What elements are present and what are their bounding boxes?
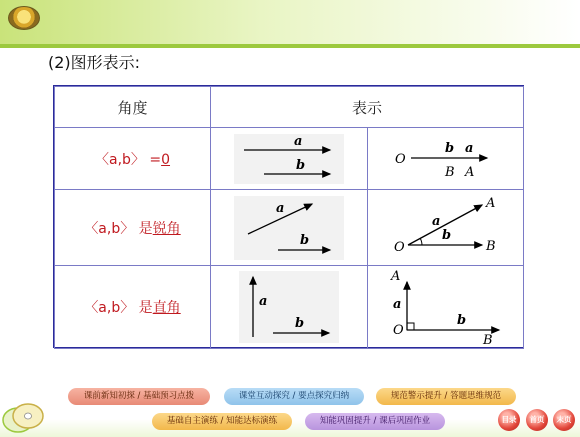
header-angle: 角度	[55, 87, 211, 128]
label-a: a	[276, 200, 285, 216]
label-B: B	[444, 164, 455, 180]
vectors-same-origin-svg	[391, 134, 501, 184]
vectors-right-origin-svg	[381, 268, 511, 346]
angle-value: 锐角	[152, 220, 181, 237]
top-divider	[0, 44, 580, 48]
label-b: b	[300, 232, 310, 248]
label-a: a	[431, 213, 440, 229]
figure-acute-origin	[368, 190, 524, 266]
label-b: b	[456, 313, 466, 328]
last-page-button[interactable]: 末页	[553, 409, 575, 431]
top-banner	[0, 0, 580, 46]
label-A: A	[464, 164, 474, 180]
angle-text: 〈a,b〉 是	[84, 220, 153, 237]
angle-text: 〈a,b〉 是	[84, 300, 153, 316]
figure-zero-separate	[211, 128, 368, 190]
home-button[interactable]: 首页	[526, 409, 548, 431]
figure-right-separate	[211, 266, 368, 349]
label-a: a	[464, 140, 473, 156]
angle-cell-acute	[55, 190, 211, 266]
angle-text: 〈a,b〉 =	[94, 151, 162, 168]
vector-angle-table	[53, 85, 524, 348]
bottom-nav-area	[0, 378, 580, 437]
figure-acute-separate	[211, 190, 368, 266]
nav-button-explore[interactable]: 课堂互动探究 / 要点探究归纳	[224, 388, 364, 405]
vectors-acute-separate-svg	[234, 196, 344, 260]
label-B: B	[482, 333, 493, 346]
header-representation: 表示	[211, 87, 524, 128]
label-b: b	[444, 140, 454, 156]
label-a: a	[259, 294, 268, 309]
label-a: a	[294, 133, 303, 149]
label-a: a	[392, 297, 401, 312]
label-O: O	[392, 323, 404, 338]
nav-button-practice[interactable]: 基础自主演练 / 知能达标演练	[152, 413, 292, 430]
angle-value: 直角	[152, 300, 181, 316]
catalog-button[interactable]: 目录	[498, 409, 520, 431]
angle-value: 0	[161, 151, 171, 168]
label-O: O	[394, 151, 406, 167]
label-B: B	[485, 238, 496, 254]
figure-zero-origin	[368, 128, 524, 190]
figure-right-origin	[368, 266, 524, 349]
label-b: b	[441, 227, 451, 243]
cd-disc-icon	[2, 398, 48, 434]
vectors-acute-origin-svg	[386, 195, 506, 261]
label-b: b	[296, 157, 306, 173]
label-O: O	[393, 239, 405, 255]
label-A: A	[390, 269, 400, 284]
nav-button-warning[interactable]: 规范警示提升 / 答题思维规范	[376, 388, 516, 405]
angle-cell-zero	[55, 128, 211, 190]
label-b: b	[295, 316, 305, 331]
nav-button-homework[interactable]: 知能巩固提升 / 课后巩固作业	[305, 413, 445, 430]
angle-cell-right	[55, 266, 211, 349]
vectors-parallel-svg	[234, 134, 344, 184]
nav-button-preview[interactable]: 课前新知初探 / 基础预习点拨	[68, 388, 210, 405]
publisher-logo-icon	[8, 6, 40, 30]
vectors-right-separate-svg	[239, 271, 339, 343]
label-A: A	[485, 195, 495, 211]
section-title: (2)图形表示:	[48, 53, 141, 72]
